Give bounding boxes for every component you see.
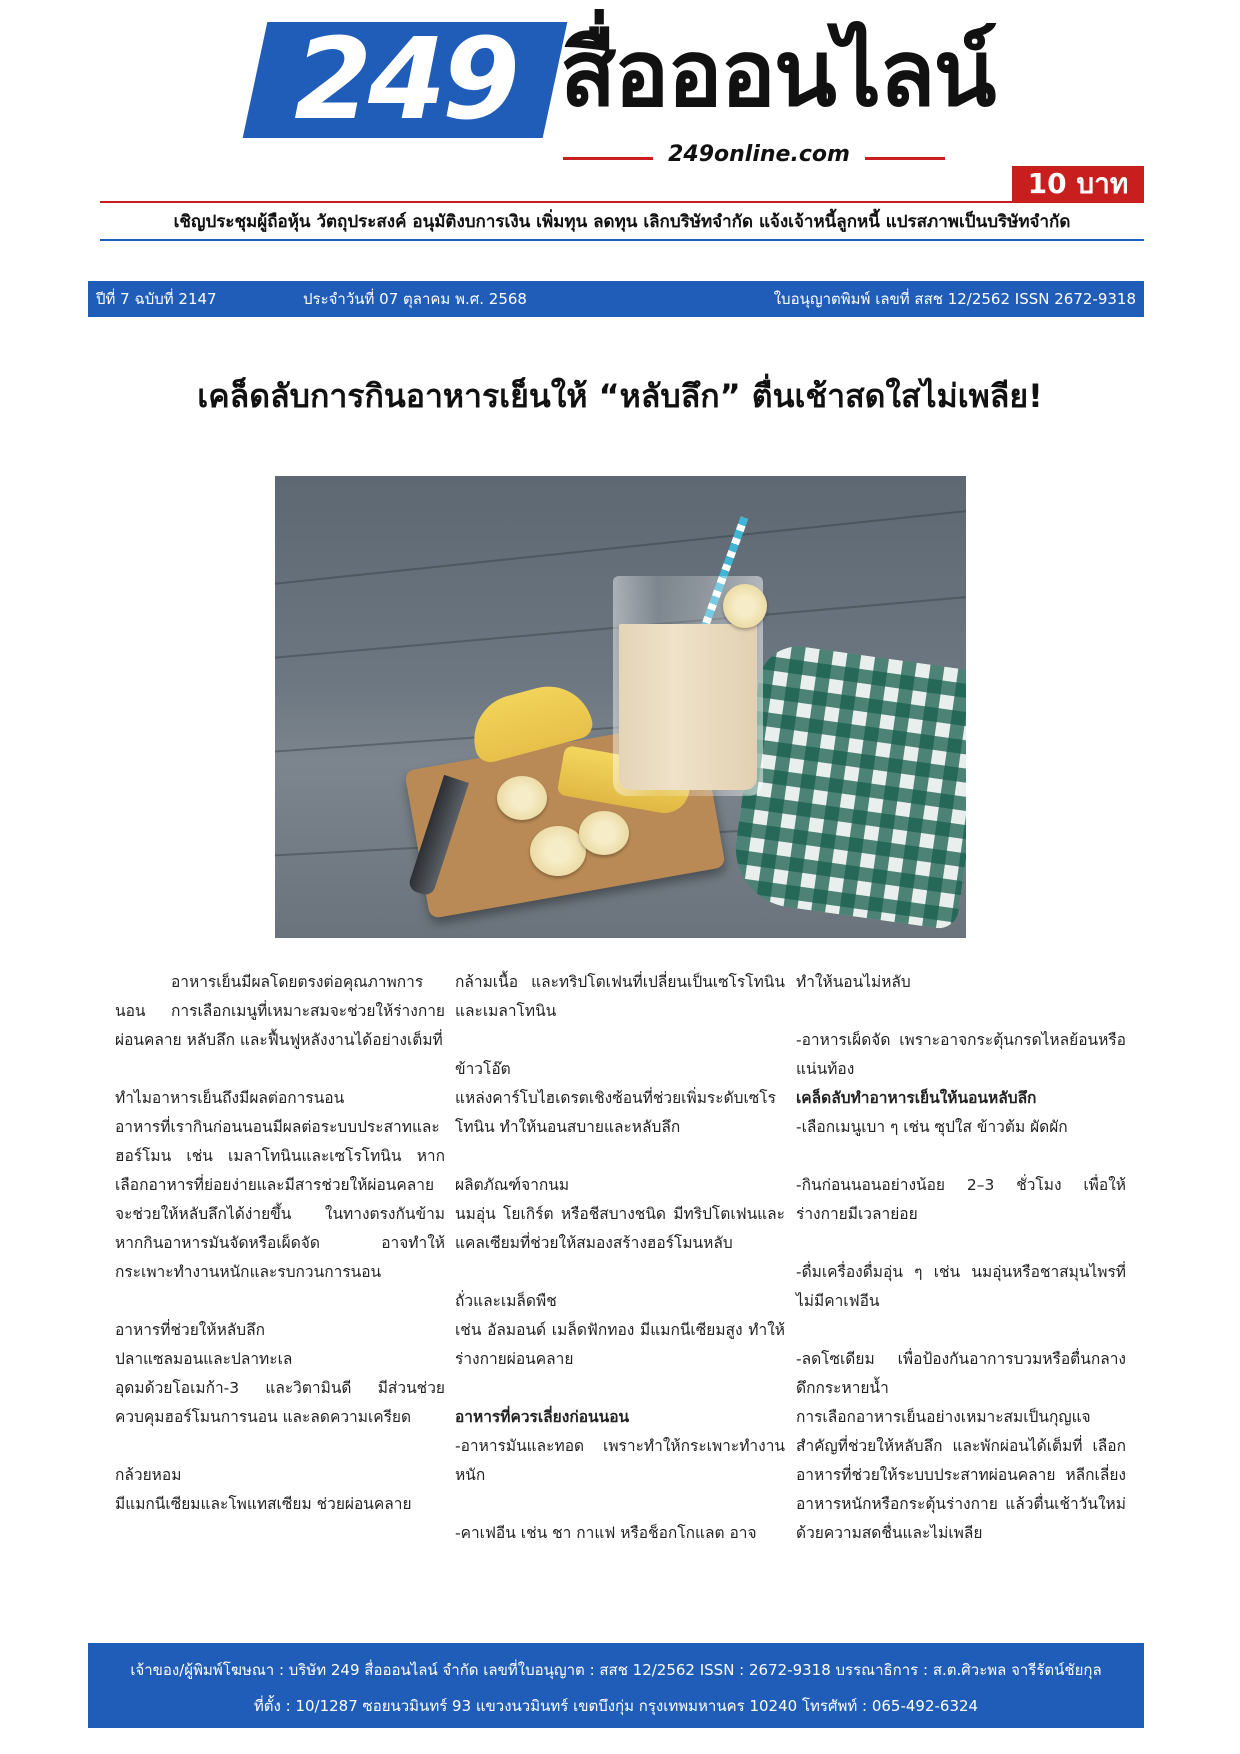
banana-smoothie-photo [275,476,966,938]
list-item: -ลดโซเดียม เพื่อป้องกันอาการบวมหรือตื่นกลางดึกกระหายน้ำ [796,1350,1126,1397]
logo-number-block [243,15,568,145]
list-item: -อาหารมันและทอด เพราะทำให้กระเพาะทำงานหนัก [455,1437,785,1484]
paragraph: อุดมด้วยโอเมก้า-3 และวิตามินดี มีส่วนช่วยควบคุมฮอร์โมนการนอน และลดความเครียด [115,1379,445,1426]
subheading: อาหารที่ช่วยให้หลับลึก [115,1321,266,1339]
subheading: อาหารที่ควรเลี่ยงก่อนนอน [455,1408,630,1426]
article-headline: เคล็ดลับการกินอาหารเย็นให้ “หลับลึก” ตื่นเช้าสดใสไม่เพลีย! [197,377,1043,415]
site-url: 249online.com [668,142,850,167]
item-title: ปลาแซลมอนและปลาทะเล [115,1350,293,1368]
list-item: -กินก่อนนอนอย่างน้อย 2–3 ชั่วโมง เพื่อให้ร่างกายมีเวลาย่อย [796,1176,1126,1223]
article-column-1 [115,968,445,1519]
conclusion: การเลือกอาหารเย็นอย่างเหมาะสมเป็นกุญแจสำคัญที่ช่วยให้หลับลึก และพักผ่อนได้เต็มที่ เลือกอาหารที่ช่วยให้ระบบประสาทผ่อนคลาย หลีกเลี่ยงอาหารหนักหรือกระตุ้นร่างกาย แล้วตื่นเช้าวันใหม่ด้วยความสดชื่นและไม่เพลีย [796,1408,1126,1542]
paragraph: อาหารเย็นมีผลโดยตรงต่อคุณภาพการนอน การเลือกเมนูที่เหมาะสมจะช่วยให้ร่างกายผ่อนคลาย หลับลึก และฟื้นฟูหลังงานได้อย่างเต็มที่ [115,973,445,1049]
item-title: ผลิตภัณฑ์จากนม [455,1176,570,1194]
paragraph: นมอุ่น โยเกิร์ต หรือชีสบางชนิด มีทริปโตเฟนและแคลเซียมที่ช่วยให้สมองสร้างฮอร์โมนหลับ [455,1205,785,1252]
print-license: ใบอนุญาตพิมพ์ เลขที่ สสช 12/2562 ISSN 2672-9318 [773,290,1136,308]
item-title: ข้าวโอ๊ต [455,1060,511,1078]
article-column-2 [455,968,785,1548]
red-divider [100,201,1144,203]
paragraph: มีแมกนีเซียมและโพแทสเซียม ช่วยผ่อนคลาย [115,1495,412,1513]
issue-number: ปีที่ 7 ฉบับที่ 2147 [96,290,217,308]
paragraph: กล้ามเนื้อ และทริปโตเฟนที่เปลี่ยนเป็นเซโรโทนินและเมลาโทนิน [455,973,785,1020]
services-line: เชิญประชุมผู้ถือหุ้น วัตถุประสงค์ อนุมัติงบการเงิน เพิ่มทุน ลดทุน เลิกบริษัทจำกัด แจ้งเจ้าหนี้ลูกหนี้ แปรสภาพเป็นบริษัทจำกัด [173,212,1071,232]
article-column-3 [796,968,1126,1548]
item-title: กล้วยหอม [115,1466,182,1484]
smoothie [619,624,757,790]
issue-date: ประจำวันที่ 07 ตุลาคม พ.ศ. 2568 [303,290,527,308]
paragraph: เช่น อัลมอนด์ เมล็ดฟักทอง มีแมกนีเซียมสูง ทำให้ร่างกายผ่อนคลาย [455,1321,785,1368]
subheading: เคล็ดลับทำอาหารเย็นให้นอนหลับลึก [796,1089,1037,1107]
list-item: -ดื่มเครื่องดื่มอุ่น ๆ เช่น นมอุ่นหรือชาสมุนไพรที่ไม่มีคาเฟอีน [796,1263,1126,1310]
banana-slice [579,811,629,855]
item-title: ถั่วและเมล็ดพืช [455,1292,557,1310]
banana-slice [497,776,547,820]
logo-rule-right [865,157,945,160]
banana-slice [723,584,767,628]
paragraph: อาหารที่เรากินก่อนนอนมีผลต่อระบบประสาทและฮอร์โมน เช่น เมลาโทนินและเซโรโทนิน หากเลือกอาหารที่ย่อยง่ายและมีสารช่วยให้ผ่อนคลาย จะช่วยให้หลับลึกได้ง่ายขึ้น ในทางตรงกันข้าม หากกินอาหารมันจัดหรือเผ็ดจัด อาจทำให้กระเพาะทำงานหนักและรบกวนการนอน [115,1118,445,1281]
footer-address: ที่ตั้ง : 10/1287 ซอยนวมินทร์ 93 แขวงนวมินทร์ เขตบึงกุ่ม กรุงเทพมหานคร 10240 โทรศัพท์ : 065-492-6324 [253,1697,979,1715]
logo-rule-left [563,157,653,160]
footer-bar [88,1643,1144,1728]
list-item: -เลือกเมนูเบา ๆ เช่น ซุปใส ข้าวต้ม ผัดผัก [796,1118,1068,1136]
checkered-napkin [728,641,966,930]
paragraph: ทำให้นอนไม่หลับ [796,973,911,991]
logo-number: 249 [294,15,516,145]
price-tag: 10 บาท [1012,166,1144,202]
list-item: -คาเฟอีน เช่น ชา กาแฟ หรือช็อกโกแลต อาจ [455,1524,757,1542]
banana-slice [530,826,586,876]
issue-bar [88,281,1144,317]
subheading: ทำไมอาหารเย็นถึงมีผลต่อการนอน [115,1089,345,1107]
blue-divider [100,239,1144,241]
footer-owner: เจ้าของ/ผู้พิมพ์โฆษณา : บริษัท 249 สื่อออนไลน์ จำกัด เลขที่ใบอนุญาต : สสช 12/2562 ISSN : 2672-9318 บรรณาธิการ : ส.ต.ศิวะพล จารีรัตน์ชัยกุล [130,1661,1102,1679]
list-item: -อาหารเผ็ดจัด เพราะอาจกระตุ้นกรดไหลย้อนหรือแน่นท้อง [796,1031,1126,1078]
logo-text: สื่อออนไลน์ [560,20,995,127]
paragraph: แหล่งคาร์โบไฮเดรตเชิงซ้อนที่ช่วยเพิ่มระดับเซโรโทนิน ทำให้นอนสบายและหลับลึก [455,1089,776,1136]
